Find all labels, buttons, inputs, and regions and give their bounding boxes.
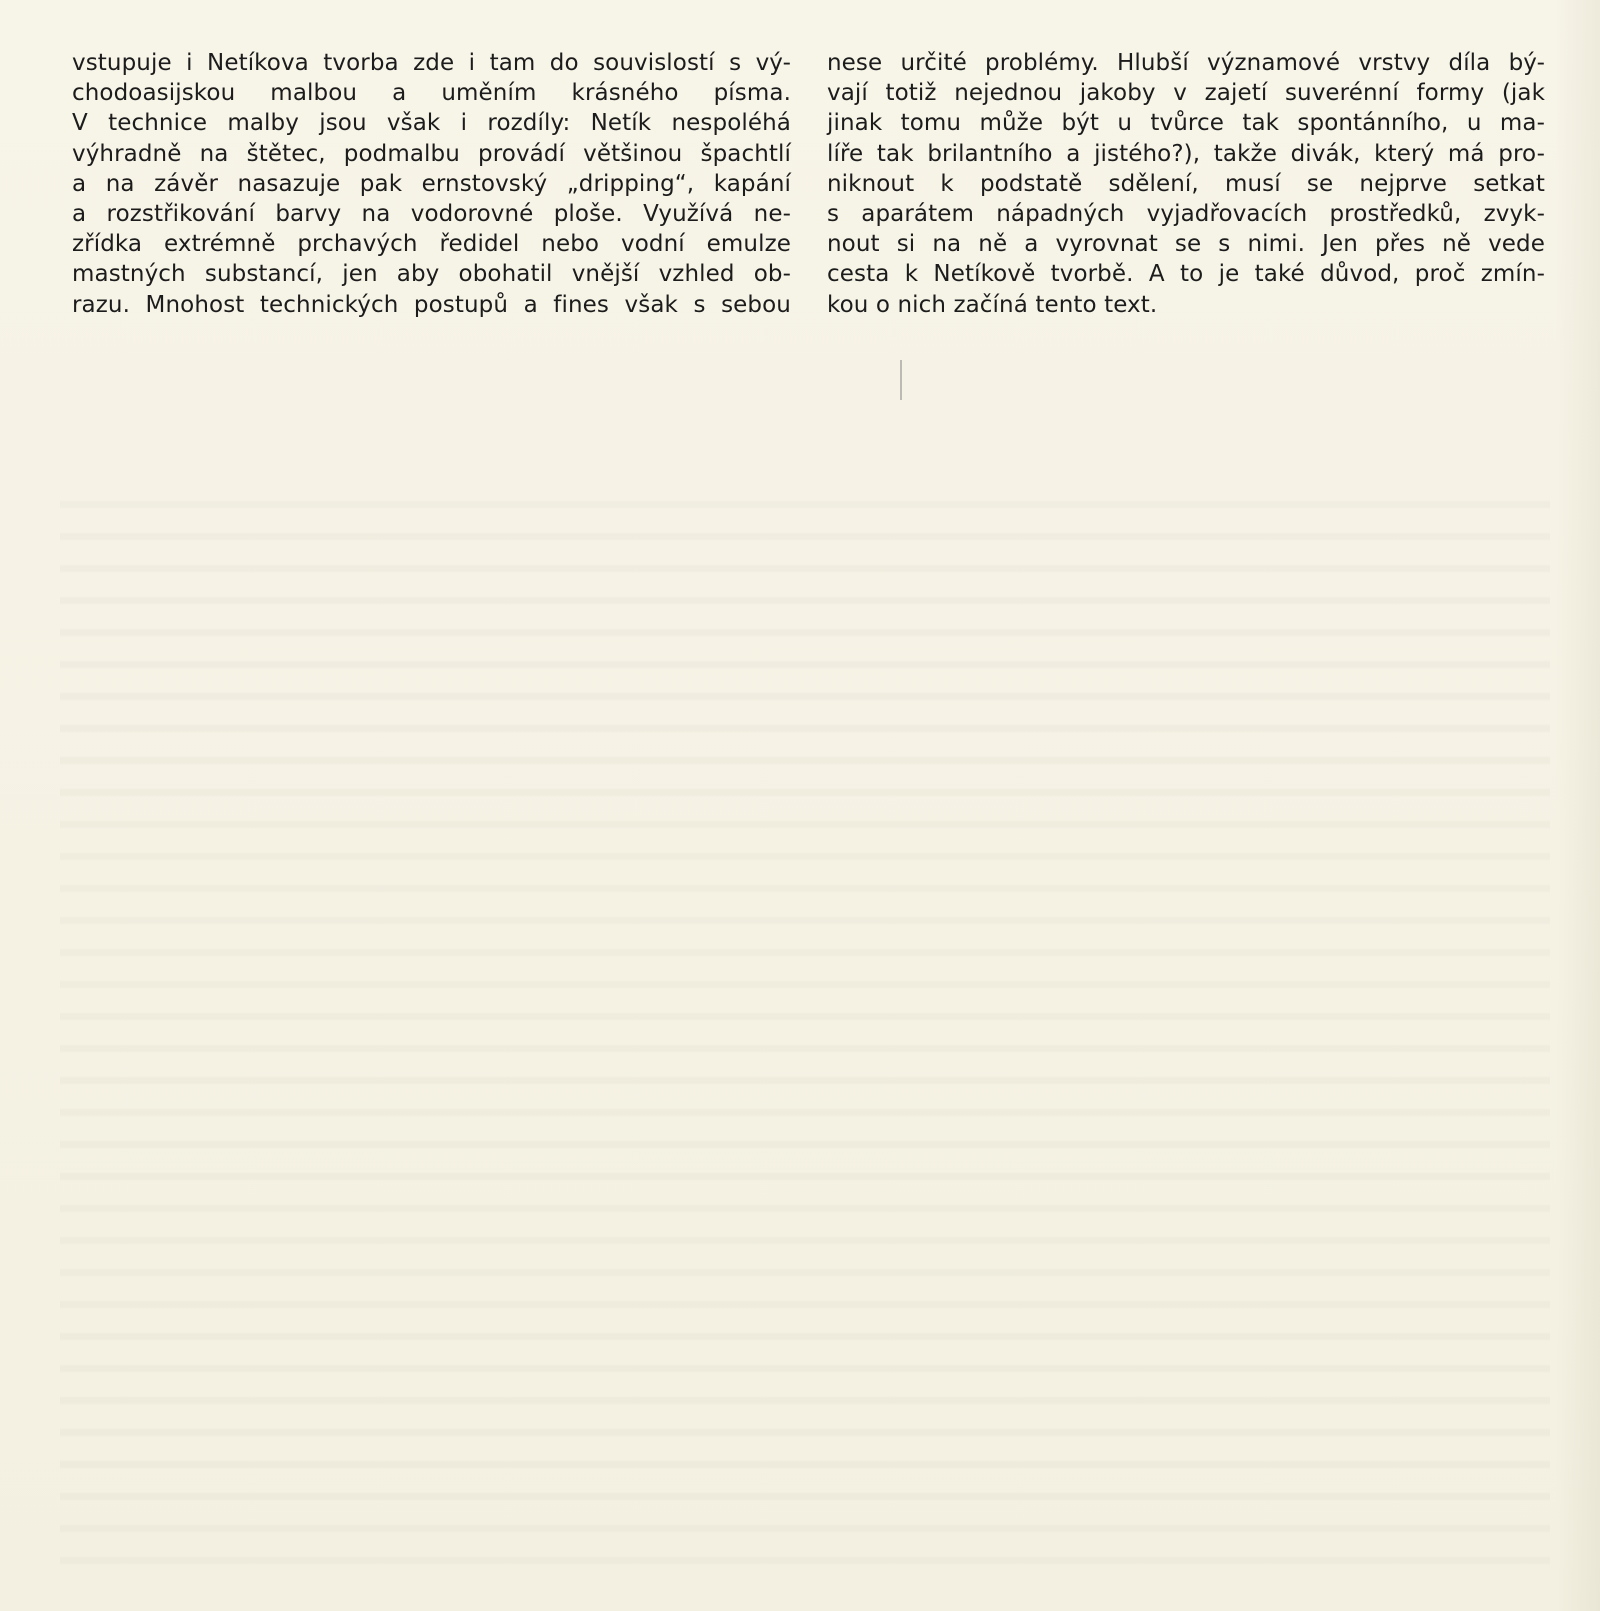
- text-line: razu. Mnohost technických postupů a fines však s sebou: [72, 291, 791, 318]
- text-line: chodoasijskou malbou a uměním krásného písma.: [72, 80, 791, 107]
- text-line: mastných substancí, jen aby obohatil vnější vzhled ob-: [72, 261, 791, 288]
- text-line: zřídka extrémně prchavých ředidel nebo vodní emulze: [72, 231, 791, 258]
- text-line: vají totiž nejednou jakoby v zajetí suverénní formy (jak: [827, 80, 1545, 107]
- show-through-texture: [60, 480, 1550, 1580]
- text-line: s aparátem nápadných vyjadřovacích prostředků, zvyk-: [827, 201, 1545, 228]
- text-line: niknout k podstatě sdělení, musí se nejprve setkat: [827, 170, 1545, 197]
- text-line: cesta k Netíkově tvorbě. A to je také důvod, proč zmín-: [827, 261, 1545, 288]
- print-mark: [900, 360, 902, 400]
- text-line: líře tak brilantního a jistého?), takže divák, který má pro-: [827, 140, 1545, 167]
- text-line: nout si na ně a vyrovnat se s nimi. Jen přes ně vede: [827, 231, 1545, 258]
- text-line: V technice malby jsou však i rozdíly: Netík nespoléhá: [72, 110, 791, 137]
- page-edge-shadow: [1556, 0, 1600, 1611]
- text-line: a na závěr nasazuje pak ernstovský „dripping“, kapání: [72, 170, 791, 197]
- text-line: výhradně na štětec, podmalbu provádí většinou špachtlí: [72, 140, 791, 167]
- text-line: a rozstřikování barvy na vodorovné ploše. Využívá ne-: [72, 201, 791, 228]
- text-line: kou o nich začíná tento text.: [827, 291, 1158, 318]
- text-line: vstupuje i Netíkova tvorba zde i tam do souvislostí s vý-: [72, 50, 791, 76]
- text-line: nese určité problémy. Hlubší významové vrstvy díla bý-: [827, 50, 1545, 76]
- text-column-left: [72, 48, 791, 320]
- text-column-right: [827, 48, 1545, 320]
- text-line: jinak tomu může být u tvůrce tak spontánního, u ma-: [827, 110, 1545, 137]
